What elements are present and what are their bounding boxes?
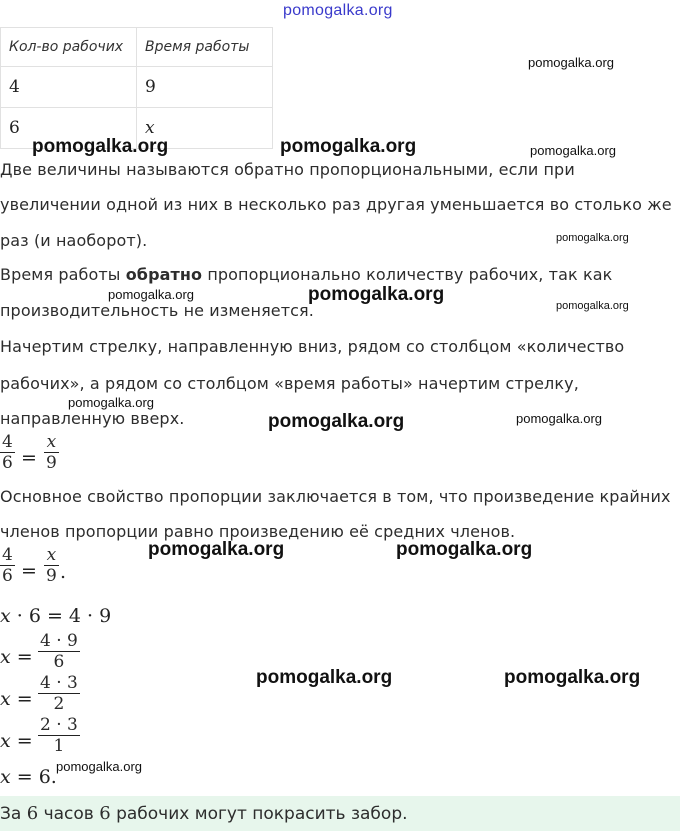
fraction-x-9 [44,432,59,473]
watermark: pomogalka.org [528,55,614,70]
data-table [0,27,273,149]
variable-x: x [0,688,11,710]
fraction-4-6 [0,432,15,473]
equals-sign: = [21,560,37,582]
equation-rest: = 6. [10,766,57,788]
paragraph-inverse-line: производительность не изменяется. [0,301,314,320]
equation-rest: · 6 = 4 · 9 [10,605,112,627]
variable-x: x [0,730,11,752]
paragraph-definition-line: раз (и наоборот). [0,231,148,250]
equation-x-lhs [0,646,33,668]
equation-x-lhs [0,688,33,710]
paragraph-property-line: членов пропорции равно произведению её средних членов. [0,522,516,541]
table-header-row [1,28,273,67]
equation-cross-multiply [0,605,111,627]
fraction-denominator: 6 [2,453,13,473]
watermark: pomogalka.org [504,667,641,688]
variable-x: x [0,646,11,668]
equation-result [0,766,57,788]
watermark: pomogalka.org [530,143,616,158]
paragraph-inverse-line [0,265,612,284]
paragraph-definition-line: Две величины называются обратно пропорциональными, если при [0,160,575,179]
watermark: pomogalka.org [32,136,169,157]
fraction-denominator: 1 [53,736,65,756]
watermark-top: pomogalka.org [283,2,393,19]
variable-x: x [0,605,11,627]
fraction-numerator: x [46,432,57,452]
fraction-numerator: x [46,545,57,565]
watermark: pomogalka.org [256,667,393,688]
table-cell: x [137,108,273,149]
fraction-denominator: 9 [46,453,57,473]
fraction-denominator: 2 [53,694,65,714]
watermark: pomogalka.org [556,300,629,312]
paragraph-arrows-line: рабочих», а рядом со столбцом «время работы» начертим стрелку, [0,374,579,393]
equals-sign: = [10,688,33,710]
paragraph-property-line: Основное свойство пропорции заключается в том, что произведение крайних [0,487,671,506]
paragraph-arrows-line: направленную вверх. [0,409,185,428]
fraction-2x3-over-1 [38,715,80,756]
fraction-4x3-over-2 [38,673,80,714]
table-cell: 9 [137,67,273,108]
paragraph-arrows-line: Начертим стрелку, направленную вниз, рядом со столбцом «количество [0,337,625,356]
fraction-x-9 [44,545,59,586]
variable-x: x [0,766,11,788]
answer-box [0,796,680,831]
text-span: рабочих могут покрасить забор. [110,804,408,824]
fraction-numerator: 4 · 3 [40,673,78,693]
watermark: pomogalka.org [56,759,142,774]
fraction-4x9-over-6 [38,631,80,672]
equation-x-lhs [0,730,33,752]
paragraph-definition-line: увеличении одной из них в несколько раз другая уменьшается во столько же [0,195,672,214]
fraction-numerator: 2 · 3 [40,715,78,735]
fraction-denominator: 6 [2,566,13,586]
watermark: pomogalka.org [308,284,445,305]
text-span: пропорционально количеству рабочих, так как [202,265,613,284]
equals-sign: = [10,646,33,668]
text-span: За [0,804,27,824]
watermark: pomogalka.org [268,411,405,432]
fraction-numerator: 4 · 9 [40,631,78,651]
answer-number: 6 [26,803,39,824]
table-header-workers: Кол-во рабочих [1,28,137,67]
watermark: pomogalka.org [280,136,417,157]
answer-number: 6 [99,803,111,824]
fraction-denominator: 6 [53,652,65,672]
answer-text [0,803,408,824]
watermark: pomogalka.org [396,539,533,560]
fraction-denominator: 9 [46,566,57,586]
bold-text: обратно [125,265,203,284]
watermark: pomogalka.org [148,539,285,560]
text-span: Время работы [0,265,126,284]
fraction-numerator: 4 [2,432,13,452]
watermark: pomogalka.org [108,287,194,302]
fraction-numerator: 4 [2,545,13,565]
watermark: pomogalka.org [68,395,154,410]
table-cell: 6 [1,108,137,149]
period: . [60,561,67,583]
text-span: часов [38,804,100,824]
fraction-4-6 [0,545,15,586]
equals-sign: = [21,447,37,469]
watermark: pomogalka.org [516,411,602,426]
table-cell: 4 [1,67,137,108]
table-header-time: Время работы [137,28,273,67]
watermark: pomogalka.org [556,232,629,244]
table-row [1,67,273,108]
equals-sign: = [10,730,33,752]
